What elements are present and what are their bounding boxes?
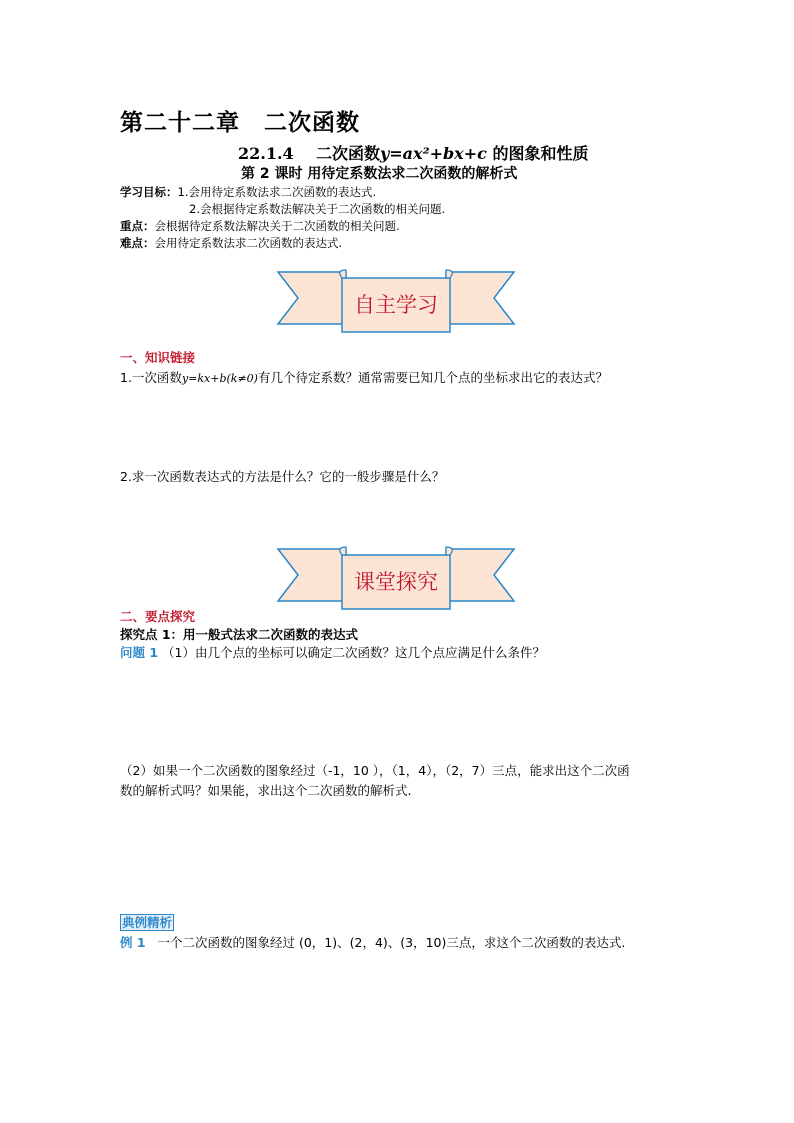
banner-class-explore (276, 543, 516, 619)
banner-class-explore-text: 课堂探究 (354, 570, 438, 594)
section-pre: 二次函数 (315, 144, 380, 163)
problem-1-q2-line2: 数的解析式吗？如果能，求出这个二次函数的解析式. (120, 783, 412, 798)
difficulty-line (120, 235, 342, 251)
problem-1-q2-line1: （2）如果一个二次函数的图象经过（-1，10 ），（1，4），（2，7）三点，能求出这个二次函 (120, 763, 630, 778)
difficulty-text: 会用待定系数法求二次函数的表达式. (154, 236, 343, 250)
example-1-label: 例 1 (120, 935, 146, 950)
difficulty-label: 难点： (120, 236, 155, 250)
problem-1-q1: （1）由几个点的坐标可以确定二次函数？这几个点应满足什么条件？ (162, 645, 546, 660)
question-1-post: 有几个待定系数？通常需要已知几个点的坐标求出它的表达式？ (257, 370, 608, 385)
objectives-line1 (120, 184, 376, 200)
part1-heading: 一、知识链接 (120, 350, 196, 365)
key-point-line (120, 218, 400, 234)
objectives-label: 学习目标： (120, 185, 178, 199)
lesson-title: 第 2 课时 用待定系数法求二次函数的解析式 (241, 166, 518, 182)
chapter-title: 第二十二章 二次函数 (120, 110, 360, 136)
problem-1-label: 问题 1 (120, 645, 159, 660)
example-tag: 典例精析 (122, 915, 173, 930)
question-1-pre: 1.一次函数 (120, 370, 182, 385)
banner-self-study (276, 266, 516, 342)
question-1 (120, 368, 608, 386)
key-point-text: 会根据待定系数法解决关于二次函数的相关问题. (154, 219, 400, 233)
banner-self-study-text: 自主学习 (354, 293, 438, 317)
example-tag-wrapper (120, 913, 174, 931)
explore-point-1: 探究点 1：用一般式法求二次函数的表达式 (120, 627, 359, 642)
question-2: 2.求一次函数表达式的方法是什么？它的一般步骤是什么？ (120, 469, 445, 484)
key-point-label: 重点： (120, 219, 155, 233)
section-number: 22.1.4 (238, 144, 294, 163)
example-1-text: 一个二次函数的图象经过 (0，1)、(2，4)、(3，10)三点，求这个二次函数的表达式. (157, 935, 626, 950)
objective-1: 1.会用待定系数法求二次函数的表达式. (177, 185, 377, 199)
section-formula: y=ax²+bx+c (379, 144, 487, 163)
section-post: 的图象和性质 (492, 144, 589, 163)
section-title (238, 141, 588, 164)
objective-2: 2.会根据待定系数法解决关于二次函数的相关问题. (189, 202, 446, 216)
problem-1-q1-line (120, 643, 545, 661)
part2-heading: 二、要点探究 (120, 609, 196, 624)
example-1-line (120, 933, 625, 951)
question-1-formula: y=kx+b(k≠0) (181, 372, 258, 385)
